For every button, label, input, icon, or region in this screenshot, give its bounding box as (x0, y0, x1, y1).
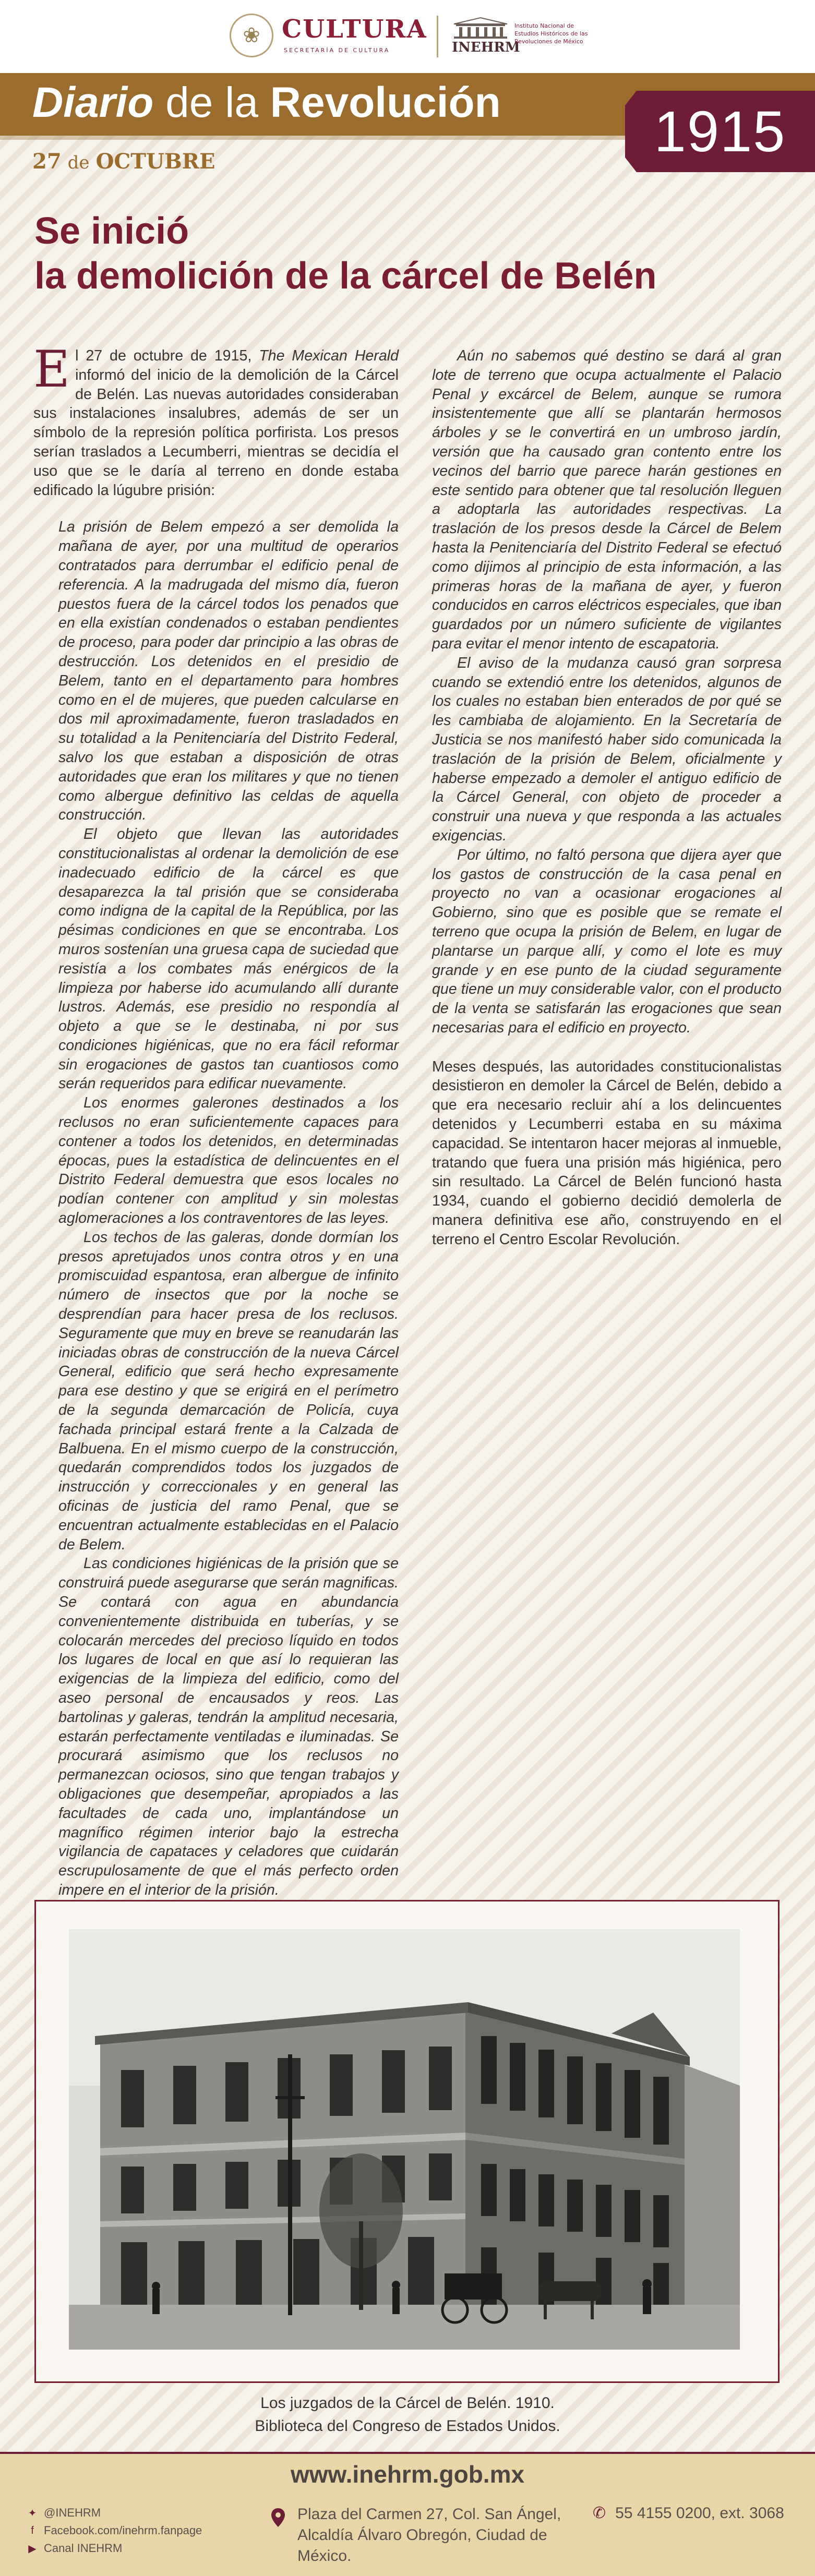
newspaper-name: The Mexican Herald (259, 347, 399, 364)
series-title (32, 81, 501, 124)
twitter-handle: @INEHRM (44, 2506, 101, 2519)
intro-text-b: informó del inicio de la demolición de la Cárcel de Belén. Las nuevas autoridades consideraban sus instalaciones insalubres, además de ser un símbolo de la represión política porfirista. Los presos serían traslados a Lecumberri, mientras se decidía el uso que se le daría al terreno en donde estaba edificado la lúgubre prisión: (33, 366, 399, 499)
quote-paragraph: Las condiciones higiénicas de la prisión que se construirá puede asegurarse que serán magnificas. Se contará con agua en abundancia convenientemente distribuida en tuberías, y se colocarán mercedes del precioso líquido en todos los lugares de local en que así lo requieran las exigencias de la limpieza del edificio, como del aseo personal de encausados y reos. Las bartolinas y galeras, tendrán la amplitud necesaria, estarán perfectamente ventiladas e iluminadas. Se procurará asimismo que los reclusos no permanezcan ociosos, sino que tengan trabajos y obligaciones que desempeñar, apropiados a las facultades de cada uno, implantándose un magnífico régimen interior bajo la estrecha vigilancia de capataces y celadores que cuidarán escrupulosamente de que el más perfecto orden impere en el interior de la prisión. (58, 1555, 399, 1898)
phone-contact[interactable] (593, 2504, 784, 2522)
series-title-part3: Revolución (270, 79, 501, 126)
date-line (32, 149, 215, 174)
twitter-link[interactable] (25, 2504, 202, 2522)
top-logo-bar (0, 0, 815, 73)
building-illustration (69, 1929, 740, 2350)
quoted-article (33, 517, 399, 1899)
belen-courthouse-photo (69, 1929, 740, 2350)
caption-line2: Biblioteca del Congreso de Estados Unidos. (255, 2417, 560, 2435)
article-intro (33, 340, 399, 500)
social-links (25, 2504, 202, 2557)
website-link[interactable]: www.inehrm.gob.mx (290, 2461, 525, 2488)
logo-divider (437, 16, 438, 57)
caption-line1: Los juzgados de la Cárcel de Belén. 1910. (260, 2394, 555, 2412)
quote-paragraph: El objeto que llevan las autoridades constitucionalistas al ordenar la demolición de ese inadecuado edificio de la cárcel es que desaparezca la tal prisión que se consideraba como indigna de la capital de la República, por las pésimas condiciones en que se encontraba. Los muros sostenían una gruesa capa de suciedad que resistía a los combates más enérgicos de la limpieza por haberse ido acumulando allí durante lustros. Además, ese presidio no respondía al objeto a que se le destinaba, ni por sus condiciones higiénicas, que no era fácil reformar sin erogaciones de gastos tan cuantiosos como serán requeridos para edificar nuevamente. (58, 826, 399, 1092)
facebook-page: Facebook.com/inehrm.fanpage (44, 2524, 202, 2537)
article-right-column (432, 346, 782, 1249)
facebook-icon: f (31, 2524, 34, 2536)
quote-paragraph: Por último, no faltó persona que dijera ayer que los gastos de construcción de la casa penal en proyecto no van a ocasionar erogaciones al Gobierno, sino que es posible que se remate el terreno que ocupa la prisión de Belem, en lugar de plantarse un parque allí, y como el lote es muy grande y en ese punto de la ciudad seguramente que tiene un muy considerable valor, con el producto de la venta se satisfarán las erogaciones que sean necesarias para el edificio en proyecto. (432, 846, 782, 1036)
inehrm-name: INEHRM (452, 40, 520, 55)
article-closing: Meses después, las autoridades constitucionalistas desistieron en demoler la Cárcel de Belén, debido a que era necesario recluir ahí a los delincuentes detenidos y Lecumberri estaba en su máxima capacidad. Se intentaron hacer mejoras al inmueble, tratando que fuera una prisión más higiénica, pero sin resultado. La Cárcel de Belén funcionó hasta 1934, cuando el gobierno decidió demolerla de manera definitiva ese año, construyendo en el terreno el Centro Escolar Revolución. (432, 1058, 782, 1248)
headline (34, 209, 781, 298)
article-left-column (33, 340, 399, 1900)
phone-number: 55 4155 0200, ext. 3068 (615, 2504, 784, 2522)
quote-paragraph: Los techos de las galeras, donde dormían los presos apretujados unos contra otros y en una promiscuidad espantosa, eran albergue de infinito número de insectos que por la noche se desprendían para hacer presa de los reclusos. Seguramente que muy en breve se reanudarán las iniciadas obras de construcción de la nueva Cárcel General, edificio que será hecho expresamente para ese destino y que se erigirá en el perímetro de la segunda demarcación de Policía, cuya fachada principal estará frente a la Calzada de Balbuena. En el mismo cuerpo de la construcción, quedarán comprendidos todos los juzgados de instrucción y correccionales y en general las oficinas de justicia del ramo Penal, que se encuentran actualmente establecidas en el Palacio de Belem. (58, 1229, 399, 1553)
cultura-subtitle: SECRETARÍA DE CULTURA (284, 47, 390, 54)
youtube-icon: ▶ (28, 2543, 37, 2555)
facebook-link[interactable] (25, 2522, 202, 2539)
date-month: OCTUBRE (95, 149, 215, 174)
date-de: de (67, 152, 90, 173)
headline-line2: la demolición de la cárcel de Belén (34, 255, 657, 297)
phone-icon: ✆ (593, 2505, 606, 2522)
cultura-seal-icon: ❀ (230, 14, 273, 57)
series-title-part2: de la (153, 79, 270, 126)
inehrm-building-icon (452, 17, 509, 40)
series-title-part1: Diario (32, 79, 154, 126)
address-line1: Plaza del Carmen 27, Col. San Ángel, (297, 2506, 561, 2523)
cultura-name: CULTURA (282, 15, 427, 44)
year-label: 1915 (654, 99, 786, 164)
quote-paragraph: El aviso de la mudanza causó gran sorpresa cuando se extendió entre los detenidos, algunos de los cuales no estaban bien enterados de por qué se les cambiaba de alojamiento. En la Secretaría de Justicia se nos manifestó haber sido comunicada la traslación de la prisión de Belem, oficialmente y haberse empezado a demoler el antiguo edificio de la Cárcel General, con objeto de proceder a construir una nueva y que responda a las actuales exigencias. (432, 654, 782, 844)
cultura-logo[interactable] (230, 11, 428, 62)
photo-caption (0, 2392, 815, 2438)
headline-line1: Se inició (34, 210, 189, 252)
address-line2: Alcaldía Álvaro Obregón, Ciudad de México. (297, 2526, 547, 2565)
address (271, 2504, 564, 2567)
date-day: 27 (32, 149, 62, 174)
youtube-channel: Canal INEHRM (44, 2542, 123, 2555)
quote-paragraph: La prisión de Belem empezó a ser demolida la mañana de ayer, por una multitud de operarios contratados para derrumbar el edificio penal de referencia. A la madrugada del mismo día, fueron puestos fuera de la cárcel todos los penados que en ella existían condenados o estaban pendientes de proceso, para poder dar principio a las obras de destrucción. Los detenidos en el presidio de Belem, tanto en el departamento para hombres como en el de mujeres, que pueden calcularse en dos mil aproximadamente, fueron trasladados en su totalidad a la Penitenciaría del Distrito Federal, salvo los que estaban a disposición de otras autoridades que eran los militares y que no tienen como albergue definitivo las celdas de aquella construcción. (58, 519, 399, 824)
quote-paragraph: Aún no sabemos qué destino se dará al gran lote de terreno que ocupa actualmente el Palacio Penal y excárcel de Belem, aunque se rumora insistentemente que allí se plantarán hermosos árboles y se le convertirá en un umbroso jardín, versión que ha causado gran contento entre los vecinos del barrio que parece harán gestiones en este sentido para obtener que tal resolución lleguen a adoptarla las autoridades respectivas. La traslación de los presos desde la Cárcel de Belem hasta la Penitenciaría del Distrito Federal se efectuó como dijimos al principio de esta información, a las primeras horas de la mañana de ayer, y fueron conducidos en carros eléctricos especiales, que iban guardados por un número suficiente de vigilantes para evitar el menor intento de escapatoria. (432, 347, 782, 652)
intro-text-a: l 27 de octubre de 1915, (75, 347, 259, 364)
youtube-link[interactable] (25, 2539, 202, 2557)
quote-paragraph: Los enormes galerones destinados a los reclusos no eran suficientemente capaces para contener a todos los detenidos, en determinadas épocas, pues la estadística de delincuentes en el Distrito Federal demuestra que esos locales no podían contener con amplitud y sin molestas aglomeraciones a los contraventores de las leyes. (58, 1094, 399, 1227)
inehrm-full-name: Instituto Nacional de Estudios Históricos de las Revoluciones de México (514, 22, 588, 45)
drop-cap: E (33, 340, 70, 399)
inehrm-logo[interactable] (452, 15, 598, 62)
twitter-icon: ✦ (28, 2507, 37, 2519)
quoted-article-continued (432, 346, 782, 1038)
